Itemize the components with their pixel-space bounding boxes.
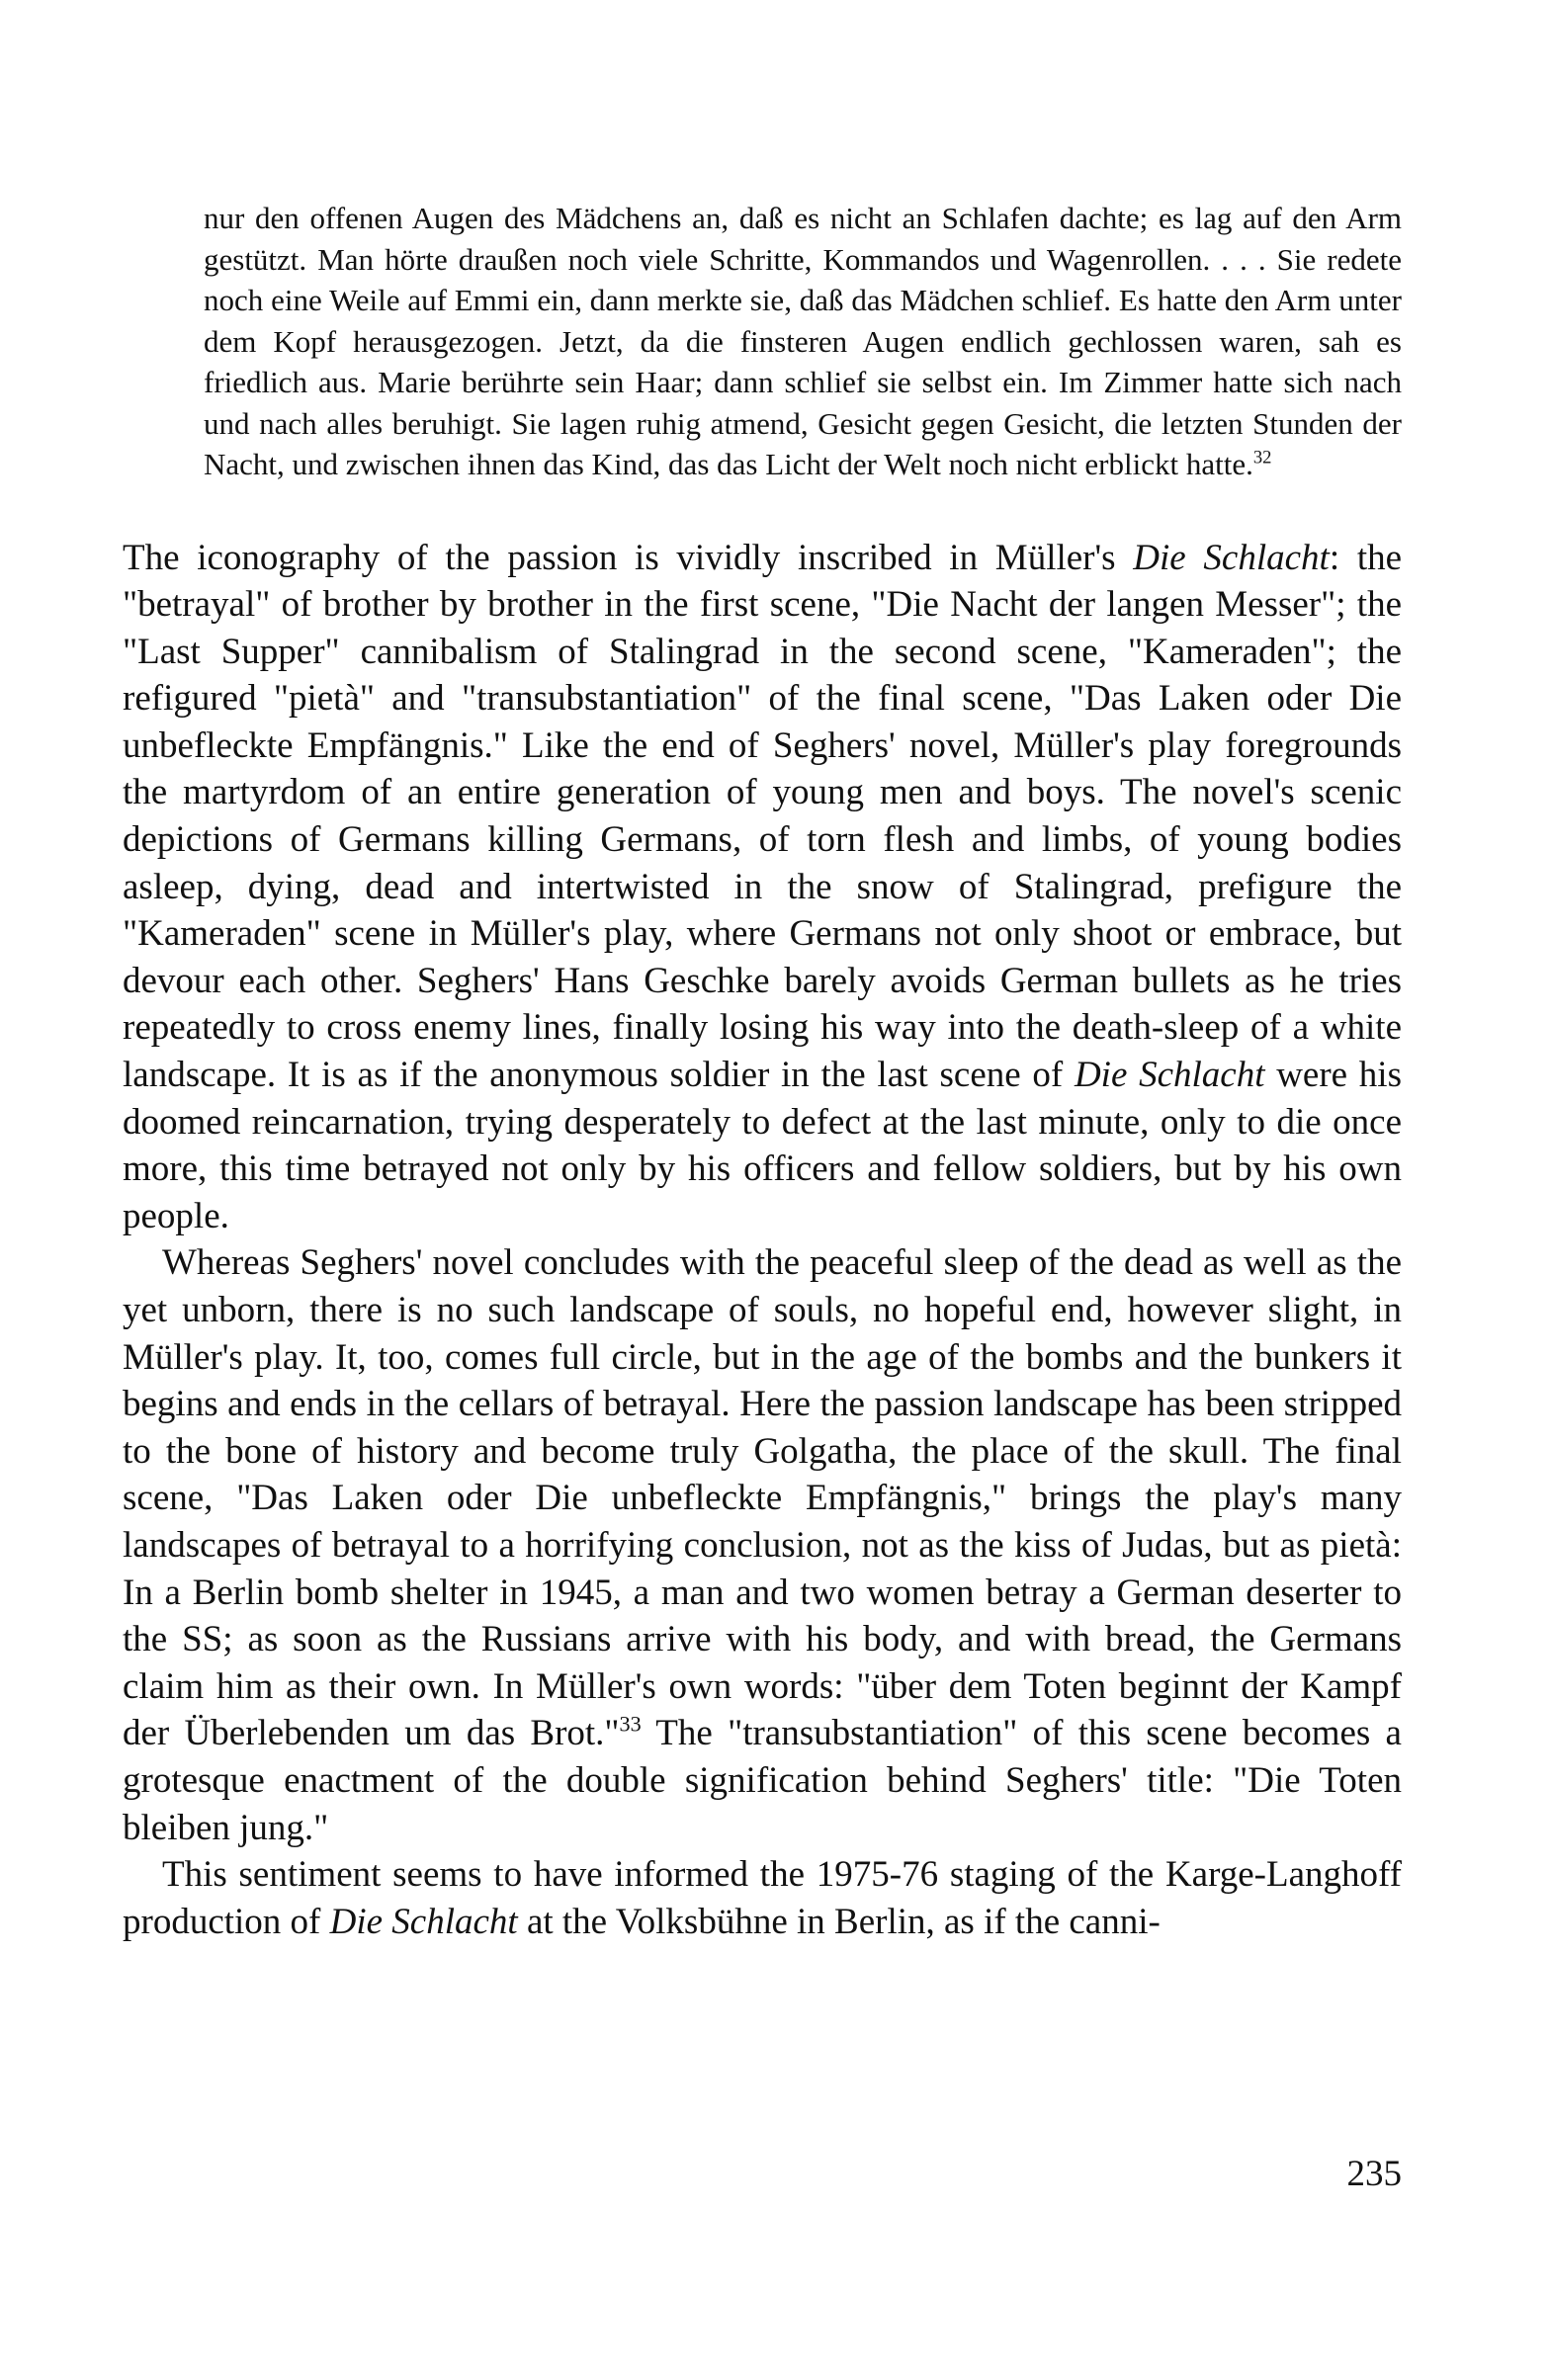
page-number: 235 — [1346, 2154, 1402, 2194]
paragraph-2 — [123, 1239, 1402, 1851]
p1-text-2: : the "betrayal" of brother by brother in the first scene, "Die Nacht der langen Messer"; the "Last Supper" cannibalism of Stalingrad in the second scene, "Kameraden"; the refigured "pietà" and "transubstantiation" of the final scene, "Das Laken oder Die unbefleckte Empfängnis." Like the end of Seghers' novel, Müller's play foregrounds the martyrdom of an entire generation of young men and boys. The novel's scenic depictions of Germans killing Germans, of torn flesh and limbs, of young bodies asleep, dying, dead and intertwisted in the snow of Stalingrad, prefigure the "Kameraden" scene in Müller's play, where Germans not only shoot or embrace, but devour each other. Seghers' Hans Geschke barely avoids German bullets as he tries repeatedly to cross enemy lines, finally losing his way into the death-sleep of a white landscape. It is as if the anonymous soldier in the last scene of — [123, 537, 1403, 1096]
p3-title-1: Die Schlacht — [329, 1901, 518, 1942]
p2-text-2: The "transubstantiation" of this scene becomes a grotesque enactment of the double signification behind Seghers' title: "Die Toten bleiben jung." — [123, 1713, 1402, 1848]
p1-text-1: The iconography of the passion is vividly inscribed in Müller's — [123, 537, 1134, 578]
quote-text: nur den offenen Augen des Mädchens an, daß es nicht an Schlafen dachte; es lag auf den Arm gestützt. Man hörte draußen noch viele Schritte, Kommandos und Wagenrollen. . . . Sie redete noch eine Weile auf Emmi ein, dann merkte sie, daß das Mädchen schlief. Es hatte den Arm unter dem Kopf herausgezogen. Jetzt, da die finsteren Augen endlich gechlossen waren, sah es friedlich aus. Marie berührte sein Haar; dann schlief sie selbst ein. Im Zimmer hatte sich nach und nach alles beruhigt. Sie lagen ruhig atmend, Gesicht gegen Gesicht, die letzten Stunden der Nacht, und zwischen ihnen das Kind, das das Licht der Welt noch nicht erblickt hatte. — [204, 201, 1402, 481]
p3-text-2: at the Volksbühne in Berlin, as if the canni- — [517, 1901, 1161, 1942]
p1-title-1: Die Schlacht — [1133, 537, 1330, 578]
block-quote — [204, 198, 1402, 485]
page-content — [123, 198, 1402, 1945]
p1-text-3: were his doomed reincarnation, trying desperately to defect at the last minute, only to die once more, this time betrayed not only by his officers and fellow soldiers, but by his own people. — [123, 1055, 1402, 1236]
paragraph-1 — [123, 535, 1402, 1240]
p1-title-2: Die Schlacht — [1074, 1055, 1265, 1096]
p2-text-1: Whereas Seghers' novel concludes with the peaceful sleep of the dead as well as the yet unborn, there is no such landscape of souls, no hopeful end, however slight, in Müller's play. It, too, comes full circle, but in the age of the bombs and the bunkers it begins and ends in the cellars of betrayal. Here the passion landscape has been stripped to the bone of history and become truly Golgatha, the place of the skull. The final scene, "Das Laken oder Die unbefleckte Empfängnis," brings the play's many landscapes of betrayal to a horrifying conclusion, not as the kiss of Judas, but as pietà: In a Berlin bomb shelter in 1945, a man and two women betray a German deserter to the SS; as soon as the Russians arrive with his body, and with bread, the Germans claim him as their own. In Müller's own words: "über dem Toten beginnt der Kampf der Überlebenden um das Brot." — [123, 1242, 1402, 1754]
p3-text-1: This sentiment seems to have informed the 1975-76 staging of the Karge-Langhoff production of — [123, 1854, 1402, 1942]
footnote-marker-32: 32 — [1252, 447, 1272, 468]
footnote-marker-33: 33 — [619, 1712, 642, 1738]
paragraph-3 — [123, 1851, 1402, 1945]
body-text — [123, 535, 1402, 1946]
